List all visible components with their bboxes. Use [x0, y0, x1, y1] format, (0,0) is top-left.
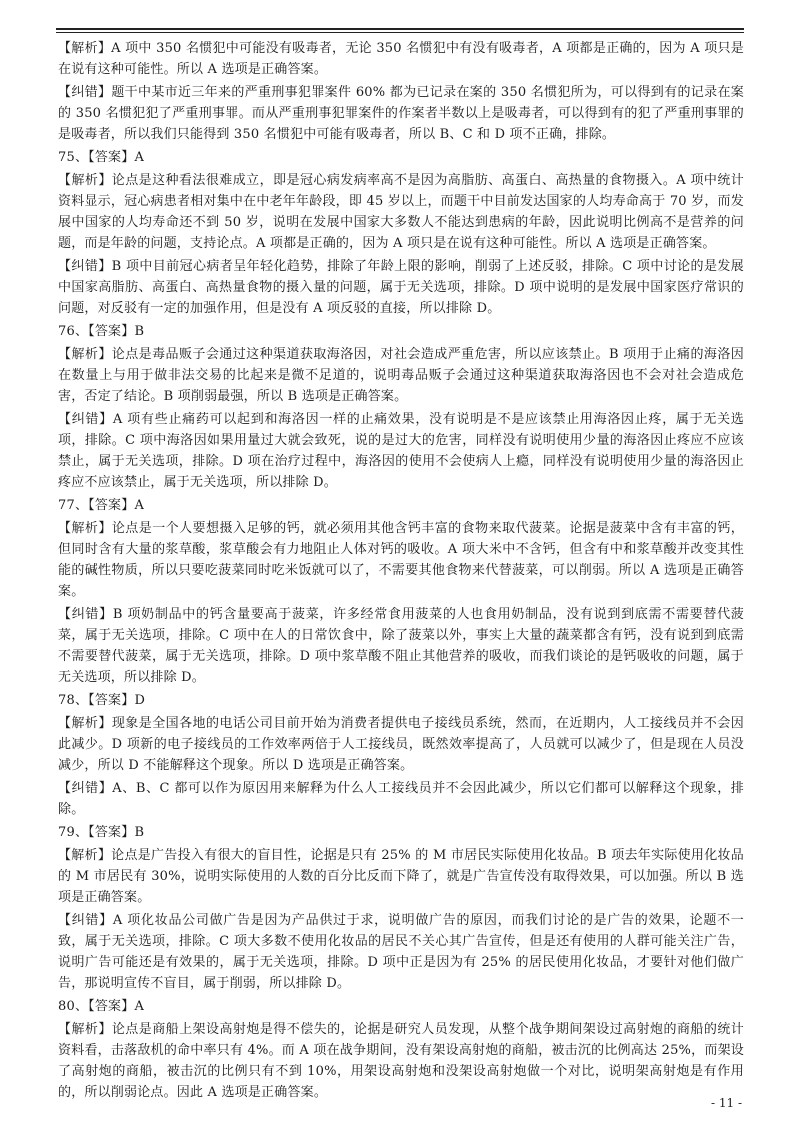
- page-number: - 11 -: [710, 1096, 742, 1110]
- header-rule-thin: [56, 32, 744, 33]
- answer-heading: 78、【答案】D: [58, 693, 146, 708]
- explanation-paragraph: 【解析】论点是这种看法很难成立，即是冠心病发病率高不是因为高脂肪、高蛋白、高热量的食物摄入。A 项中统计资料显示，冠心病患者相对集中在中老年年龄段，即 45 岁以上，而题干中目前发达国家的人均寿命高于 70 岁，而发展中国家的人均寿命还不到 50 岁，说明在发展中国家大多数人不能达到患病的年龄，因此说明比例高不是营养的问题，而是年龄的问题，支持论点。A 项都是正确的，因为 A 项只是在说有这种可能性。所以 A 选项是正确答案。: [58, 173, 744, 251]
- header-rule-thick: [56, 28, 744, 30]
- explanation-paragraph: 【解析】论点是商船上架设高射炮是得不偿失的，论据是研究人员发现，从整个战争期间架设过高射炮的商船的统计资料看，击落敌机的命中率只有 4%。而 A 项在战争期间，没有架设高射炮的商船，被击沉的比例高达 25%，而架设了高射炮的商船，被击沉的比例只有不到 10%，用架设高射炮和没架设高射炮做一个对比，说明架高射炮是有作用的，所以削弱论点。因此 A 选项是正确答案。: [58, 1022, 744, 1100]
- explanation-paragraph: 【解析】A 项中 350 名惯犯中可能没有吸毒者，无论 350 名惯犯中有没有吸毒者，A 项都是正确的，因为 A 项只是在说有这种可能性。所以 A 选项是正确答案。: [58, 41, 744, 77]
- explanation-paragraph: 【纠错】B 项奶制品中的钙含量要高于菠菜，许多经常食用菠菜的人也食用奶制品，没有说到到底需不需要替代菠菜，属于无关选项，排除。C 项中在人的日常饮食中，除了菠菜以外，事实上大量的蔬菜都含有钙，没有说到到底需不需要替代菠菜，属于无关选项，排除。D 项中浆草酸不阻止其他营养的吸收，而我们谈论的是钙吸收的问题，属于无关选项，所以排除 D。: [58, 607, 744, 685]
- explanation-paragraph: 【纠错】B 项中目前冠心病者呈年轻化趋势，排除了年龄上限的影响，削弱了上述反驳，排除。C 项中讨论的是发展中国家高脂肪、高蛋白、高热量食物的摄入量的问题，属于无关选项，排除。D 项中说明的是发展中国家医疗常识的问题，对反驳有一定的加强作用，但是没有 A 项反驳的直接，所以排除 D。: [58, 259, 744, 316]
- answer-heading: 75、【答案】A: [58, 150, 145, 165]
- answer-explanations: [58, 38, 744, 1105]
- answer-heading: 80、【答案】A: [58, 999, 145, 1014]
- explanation-paragraph: 【解析】现象是全国各地的电话公司目前开始为消费者提供电子接线员系统，然而，在近期内，人工接线员并不会因此减少。D 项新的电子接线员的工作效率两倍于人工接线员，既然效率提高了，人员就可以减少了，但是现在人员没减少，所以 D 不能解释这个现象。所以 D 选项是正确答案。: [58, 716, 744, 773]
- answer-heading: 76、【答案】B: [58, 324, 145, 339]
- answer-heading: 79、【答案】B: [58, 825, 145, 840]
- explanation-paragraph: 【纠错】A 项有些止痛药可以起到和海洛因一样的止痛效果，没有说明是不是应该禁止用海洛因止疼，属于无关选项，排除。C 项中海洛因如果用量过大就会致死，说的是过大的危害，同样没有说明使用少量的海洛因止疼应不应该禁止，属于无关选项，排除。D 项在治疗过程中，海洛因的使用不会使病人上瘾，同样没有说明使用少量的海洛因止疼应不应该禁止，属于无关选项，所以排除 D。: [58, 412, 744, 490]
- explanation-paragraph: 【纠错】A、B、C 都可以作为原因用来解释为什么人工接线员并不会因此减少，所以它们都可以解释这个现象，排除。: [58, 781, 744, 817]
- explanation-paragraph: 【纠错】A 项化妆品公司做广告是因为产品供过于求，说明做广告的原因，而我们讨论的是广告的效果，论题不一致，属于无关选项，排除。C 项大多数不使用化妆品的居民不关心其广告宣传，但是还有使用的人群可能关注广告，说明广告可能还是有效果的，属于无关选项，排除。D 项中正是因为有 25% 的居民使用化妆品，才要针对他们做广告，那说明宣传不盲目，属于削弱，所以排除 D。: [58, 913, 744, 991]
- explanation-paragraph: 【解析】论点是一个人要想摄入足够的钙，就必须用其他含钙丰富的食物来取代菠菜。论据是菠菜中含有丰富的钙，但同时含有大量的浆草酸，浆草酸会有力地阻止人体对钙的吸收。A 项大米中不含钙，但含有中和浆草酸并改变其性能的碱性物质，所以只要吃菠菜同时吃米饭就可以了，不需要其他食物来代替菠菜，可以削弱。所以 A 选项是正确答案。: [58, 521, 744, 599]
- explanation-paragraph: 【解析】论点是毒品贩子会通过这种渠道获取海洛因，对社会造成严重危害，所以应该禁止。B 项用于止痛的海洛因在数量上与用于做非法交易的比起来是微不足道的，说明毒品贩子会通过这种渠道获取海洛因也不会对社会造成危害，否定了结论。B 项削弱最强，所以 B 选项是正确答案。: [58, 347, 744, 404]
- answer-heading: 77、【答案】A: [58, 498, 145, 513]
- explanation-paragraph: 【解析】论点是广告投入有很大的盲目性，论据是只有 25% 的 M 市居民实际使用化妆品。B 项去年实际使用化妆品的 M 市居民有 30%，说明实际使用的人数的百分比反而下降了，就是广告宣传没有取得效果，可以加强。所以 B 选项是正确答案。: [58, 848, 744, 905]
- explanation-paragraph: 【纠错】题干中某市近三年来的严重刑事犯罪案件 60% 都为已记录在案的 350 名惯犯所为，可以得到有的记录在案的 350 名惯犯犯了严重刑事罪。而从严重刑事犯罪案件的作案者半数以上是吸毒者，可以得到有的犯了严重刑事罪的是吸毒者，所以我们只能得到 350 名惯犯中可能有吸毒者，所以 B、C 和 D 项不正确，排除。: [58, 85, 744, 142]
